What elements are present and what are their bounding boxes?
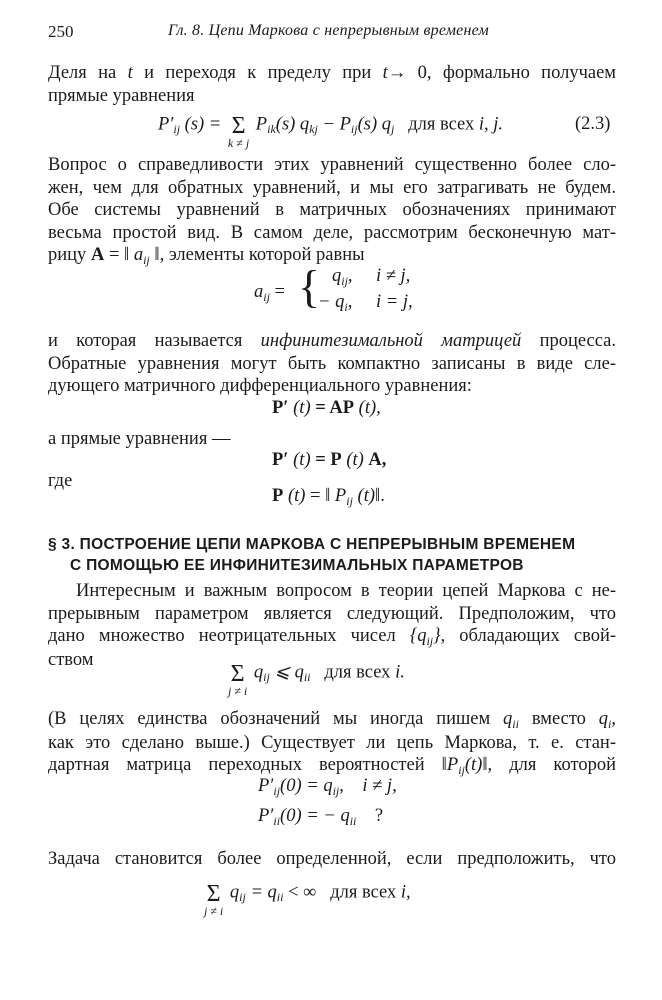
text-line: и которая называется инфинитезимальной матрицей процесса. (48, 331, 617, 351)
equation-forward: P′ (t) = P (t) A, (272, 450, 387, 470)
text-line: Обе системы уравнений в матричных обозначениях принимают (48, 200, 616, 220)
equation-number: (2.3) (575, 114, 611, 134)
paragraph-3 (48, 330, 616, 398)
equation-P-matrix: P (t) = ‖ $P_{ij}$ (t)‖. (272, 486, 385, 508)
text-line: весьма простой вид. В самом деле, рассмотрим бесконечную мат- (48, 222, 616, 243)
section-heading: § 3. ПОСТРОЕНИЕ ЦЕПИ МАРКОВА С НЕПРЕРЫВНЫМ ВРЕМЕНЕМ С ПОМОЩЬЮ ЕЕ ИНФИНИТЕЗИМАЛЬНЫХ ПАРАМЕТРОВ (48, 536, 576, 574)
text-line: (В целях единства обозначений мы иногда пишем $q_{ii}$ вместо $q_i$, (48, 709, 616, 731)
running-title: Гл. 8. Цепи Маркова с непрерывным временем (168, 22, 489, 39)
equation-a-ij: $a_{ij}$ = { $q_{ij}$, i ≠ j, − $q_i$, i = j, (254, 261, 413, 314)
text-line: Деля на t и переходя к пределу при t→ 0, формально получаем (48, 63, 616, 83)
paragraph-7 (48, 708, 616, 778)
left-brace: { (298, 261, 321, 312)
text-line: Интересным и важным вопросом в теории цепей Маркова с не- (76, 581, 616, 601)
equation-sum-finite: Σ j ≠ i $q_{ij} = q_{ii}$ < ∞ для всех i, (204, 881, 411, 918)
page-header (48, 22, 618, 46)
text-line: жен, чем для обратных уравнений, и мы его затрагивать не будем. (48, 177, 616, 198)
text-line: а прямые уравнения — (48, 429, 231, 449)
paragraph-2 (48, 154, 616, 268)
text-line: дано множество неотрицательных чисел $\{q_{ij}\}$, обладающих свой- (48, 626, 617, 648)
text-line: как это сделано выше.) Существует ли цепь Маркова, т. е. стан- (48, 732, 616, 753)
equation-q-diag: $P'_{ii}(0)$ = − $q_{ii}$ ? (258, 806, 384, 828)
paragraph-1 (48, 62, 616, 107)
text-line: Задача становится более определенной, если предположить, что (48, 849, 616, 869)
text-line: прямые уравнения (48, 85, 195, 106)
equation-backward: P′ (t) = AP (t), (272, 398, 381, 418)
text-line: Обратные уравнения могут быть компактно записаны в виде сле- (48, 353, 616, 374)
equation-q-offdiag: $P'_{ij}(0) = q_{ij}$, i ≠ j, (258, 776, 397, 798)
text-line: ством (48, 649, 94, 670)
text-line: прерывным параметром является следующий. Предположим, что (48, 603, 616, 624)
text-line: Вопрос о справедливости этих уравнений существенно более сло- (48, 155, 616, 175)
equation-2-3: $P'_{ij}$ (s) = Σ k ≠ j $P_{ik}(s) q_{kj} - P_{ij}(s)$ $q_j$ для всех i, j. (158, 113, 504, 150)
text-line: рицу A = ‖ $a_{ij}$ ‖, элементы которой равны (48, 245, 365, 267)
text-line: где (48, 471, 73, 491)
paragraph-4 (48, 428, 616, 451)
paragraph-8 (48, 848, 616, 871)
equation-inequality: Σ j ≠ i $q_{ij}$ ⩽ $q_{ii}$ для всех i. (228, 661, 405, 698)
text-line: дартная матрица переходных вероятностей $‖P_{ij}(t)‖$, для которой (48, 755, 616, 777)
page-number: 250 (48, 22, 74, 41)
emphasized-term: инфинитезимальной матрицей (260, 331, 522, 351)
text-line: дующего матричного дифференциального уравнения: (48, 376, 472, 396)
